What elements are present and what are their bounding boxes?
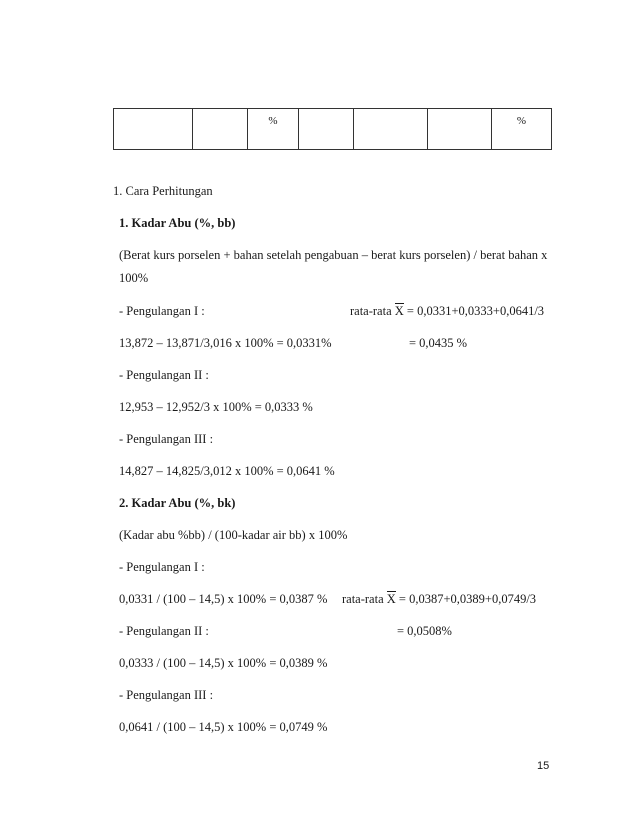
bb-rep2-label: - Pengulangan II : xyxy=(119,368,209,382)
x-bar-symbol: X xyxy=(394,304,404,318)
bb-rep3-calc: 14,827 – 14,825/3,012 x 100% = 0,0641 % xyxy=(119,464,335,478)
table-cell: % xyxy=(492,109,552,150)
table-row xyxy=(114,109,552,150)
bk-avg-prefix: rata-rata xyxy=(342,592,384,606)
bb-average xyxy=(350,304,544,319)
bb-rep3-label: - Pengulangan III : xyxy=(119,432,214,446)
table-cell xyxy=(354,109,428,150)
table-cell xyxy=(193,109,248,150)
bb-rep1-label: - Pengulangan I : xyxy=(119,304,205,318)
section-heading: 1. Cara Perhitungan xyxy=(113,184,213,198)
x-bar-symbol: X xyxy=(386,592,396,606)
heading-kadar-abu-bk: 2. Kadar Abu (%, bk) xyxy=(119,496,236,510)
bk-avg-result: = 0,0508% xyxy=(397,624,452,638)
table-cell xyxy=(428,109,492,150)
formula-bb-line1: (Berat kurs porselen + bahan setelah pengabuan – berat kurs porselen) / berat bahan x xyxy=(119,248,548,262)
bk-rep1-calc: 0,0331 / (100 – 14,5) x 100% = 0,0387 % xyxy=(119,592,328,606)
bk-average xyxy=(342,592,536,607)
bb-avg-result: = 0,0435 % xyxy=(409,336,468,350)
table-cell xyxy=(299,109,354,150)
bb-rep2-calc: 12,953 – 12,952/3 x 100% = 0,0333 % xyxy=(119,400,313,414)
formula-bb-line2: 100% xyxy=(119,271,149,285)
bk-rep2-calc: 0,0333 / (100 – 14,5) x 100% = 0,0389 % xyxy=(119,656,328,670)
bb-avg-prefix: rata-rata xyxy=(350,304,392,318)
data-table xyxy=(113,108,552,150)
bb-avg-expression: = 0,0331+0,0333+0,0641/3 xyxy=(406,304,545,318)
bk-rep3-calc: 0,0641 / (100 – 14,5) x 100% = 0,0749 % xyxy=(119,720,328,734)
bk-rep3-label: - Pengulangan III : xyxy=(119,688,214,702)
table-cell xyxy=(114,109,193,150)
bk-rep2-label: - Pengulangan II : xyxy=(119,624,209,638)
formula-bk: (Kadar abu %bb) / (100-kadar air bb) x 100% xyxy=(119,528,348,542)
bb-rep1-calc: 13,872 – 13,871/3,016 x 100% = 0,0331% xyxy=(119,336,332,350)
bk-rep1-label: - Pengulangan I : xyxy=(119,560,205,574)
page-number: 15 xyxy=(537,760,550,772)
heading-kadar-abu-bb: 1. Kadar Abu (%, bb) xyxy=(119,216,236,230)
table-cell: % xyxy=(248,109,299,150)
bk-avg-expression: = 0,0387+0,0389+0,0749/3 xyxy=(398,592,537,606)
